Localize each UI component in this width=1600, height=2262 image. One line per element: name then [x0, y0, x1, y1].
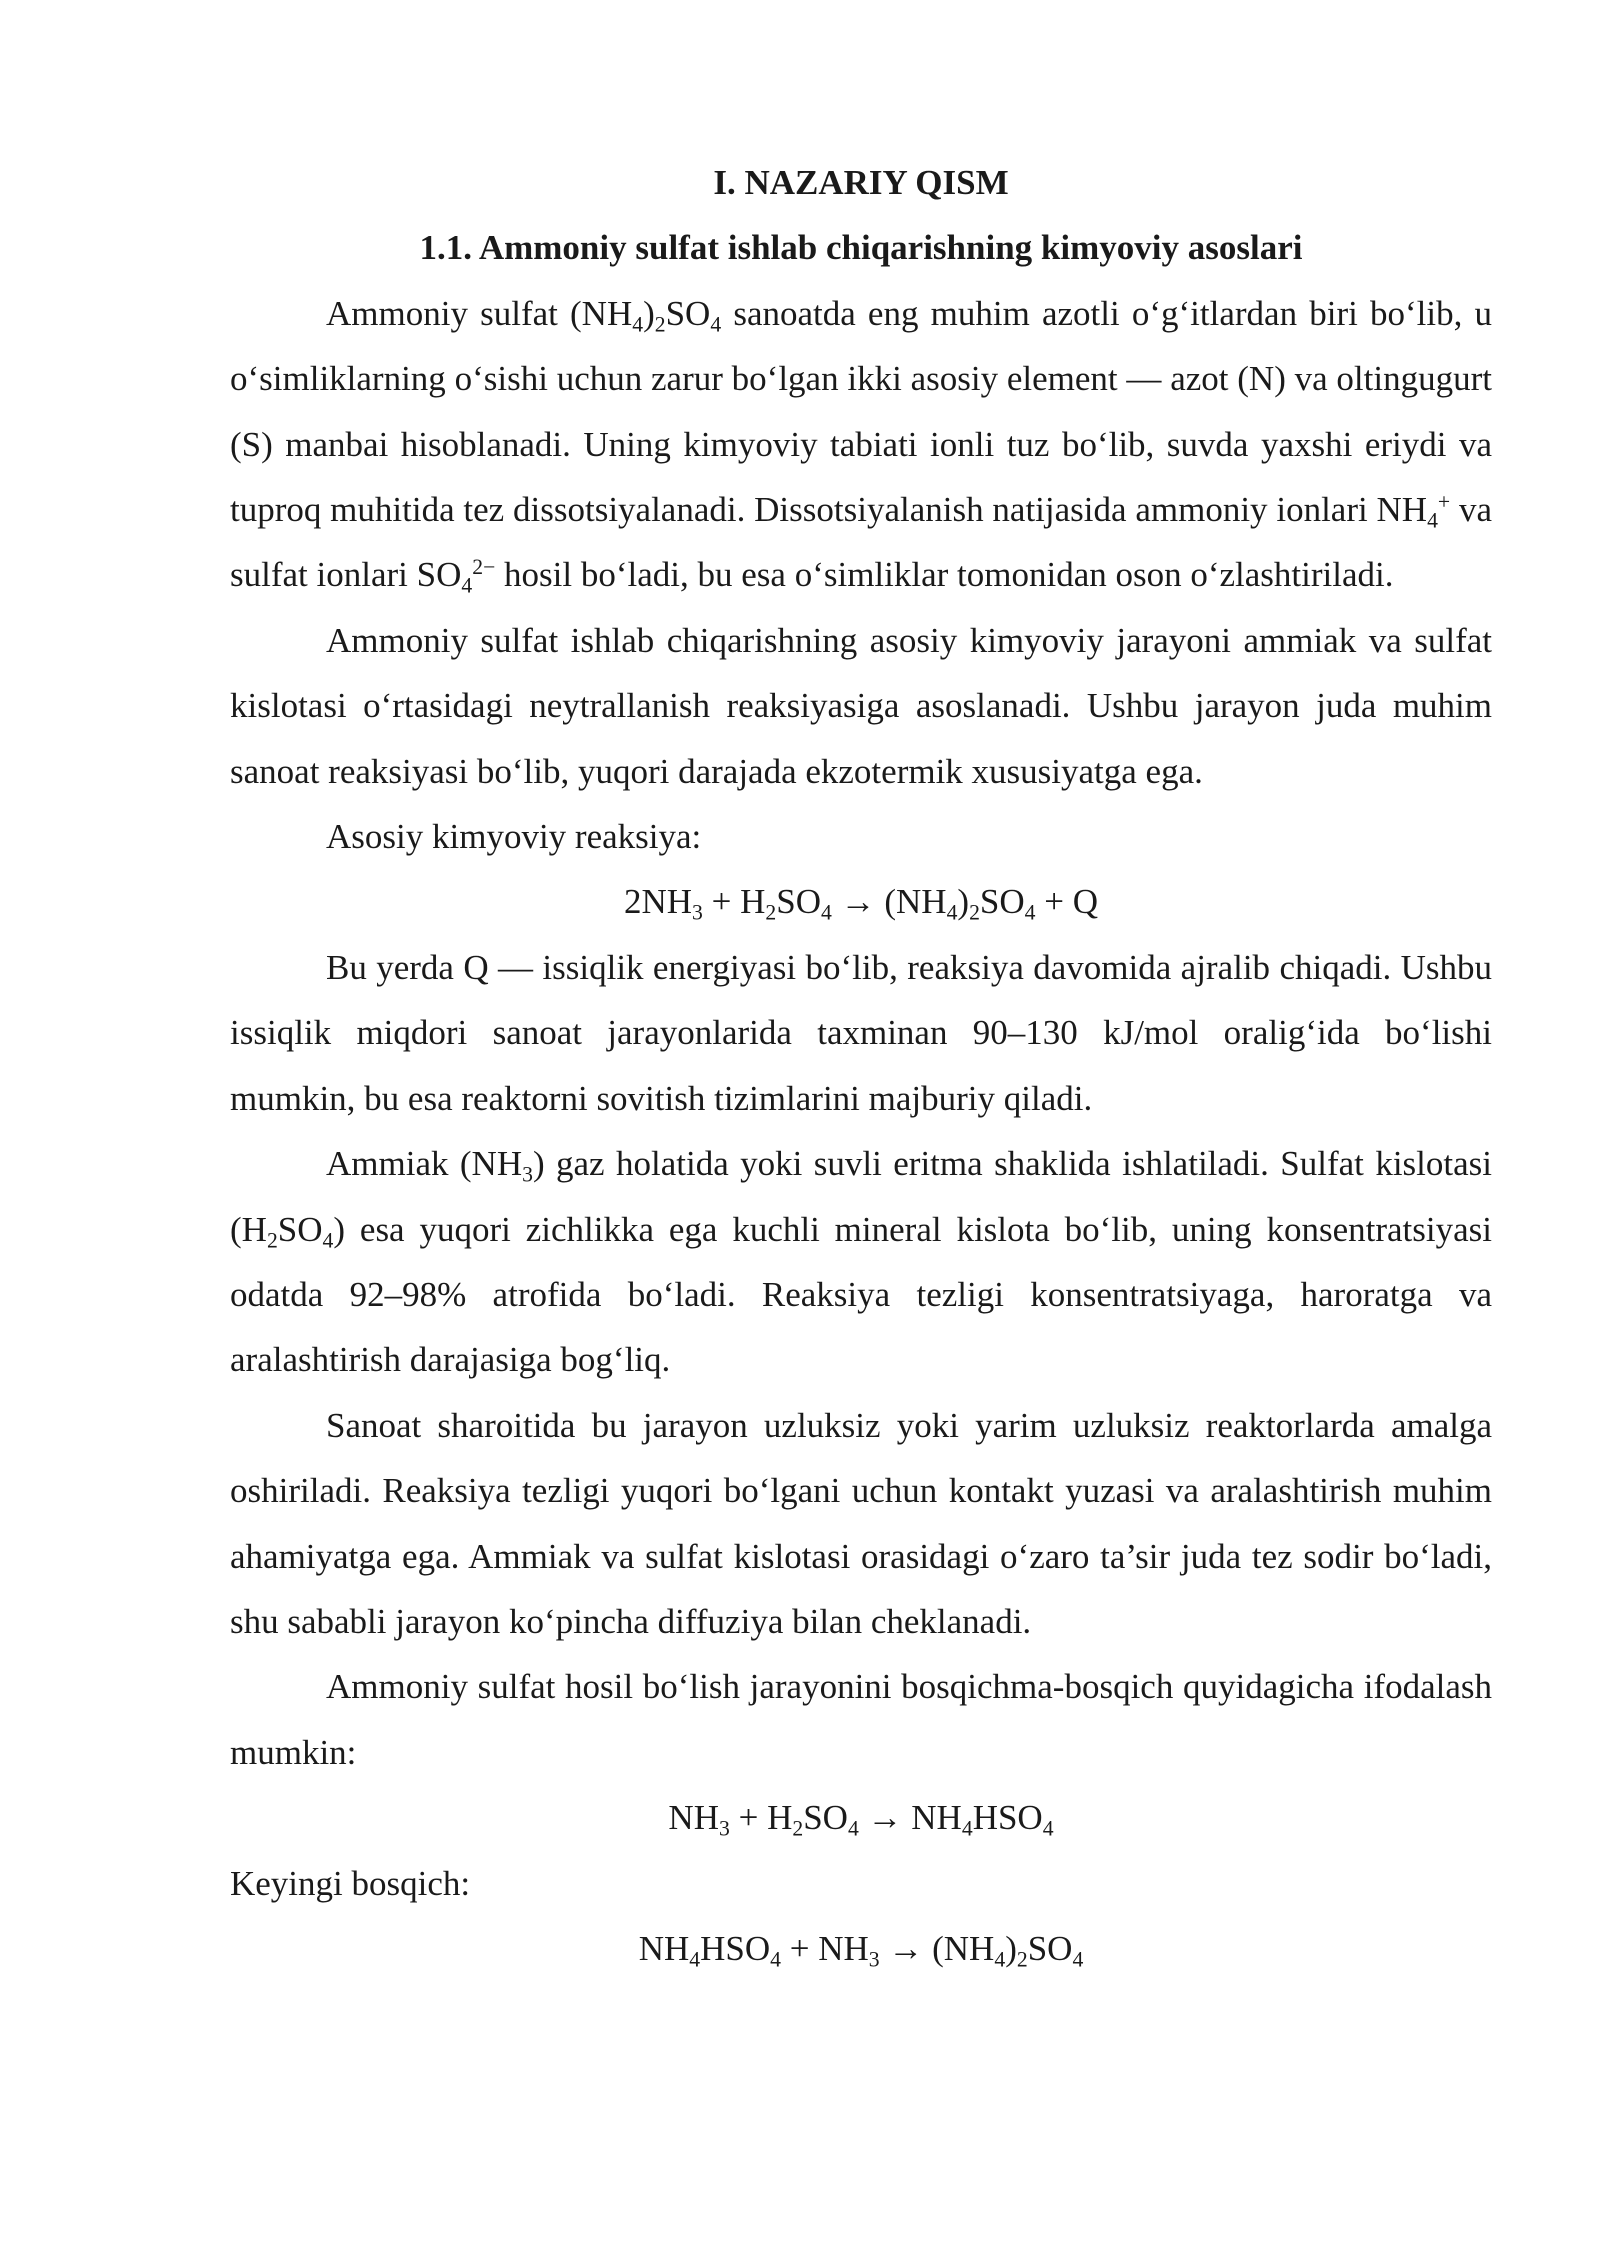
eq-term: + NH [780, 1928, 869, 1968]
subscript: 3 [692, 900, 703, 925]
paragraph-intro [230, 281, 1492, 608]
text-run: SO [277, 1209, 323, 1249]
text-run: ) esa yuqori zichlikka ega kuchli mineral kislota bo‘lib, uning konsentratsiyasi odatda 92–98% atrofida bo‘ladi. Reaksiya tezligi konsentratsiyaga, haroratga va aralashtirish darajasiga bog‘liq. [230, 1209, 1492, 1380]
eq-term: HSO [972, 1798, 1043, 1838]
subscript: 4 [847, 1816, 859, 1841]
subscript: 2 [765, 900, 777, 925]
eq-term: NH [638, 1928, 690, 1968]
subsection-title: 1.1. Ammoniy sulfat ishlab chiqarishning kimyoviy asoslari [419, 228, 1303, 268]
text-run: Ammiak (NH [326, 1144, 523, 1184]
eq-term: SO [1027, 1928, 1073, 1968]
paragraph-stepwise: Ammoniy sulfat hosil bo‘lish jarayonini bosqichma-bosqich quyidagicha ifodalash mumkin: [230, 1667, 1492, 1772]
reaction-arrow: → [831, 882, 885, 922]
reaction-arrow: → [879, 1928, 933, 1968]
subscript: 4 [821, 900, 832, 925]
eq-term: + H [729, 1798, 793, 1838]
equation-main-reaction [230, 869, 1492, 934]
paragraph-reagents [230, 1131, 1492, 1393]
eq-term: (NH [884, 882, 947, 922]
eq-term: NH [911, 1798, 962, 1838]
subscript: 4 [1072, 1947, 1084, 1972]
subscript: 4 [994, 1947, 1006, 1972]
subscript: 3 [718, 1816, 730, 1841]
subscript: 2 [654, 312, 666, 337]
subscript: 3 [868, 1947, 880, 1972]
subscript: 4 [770, 1947, 781, 1972]
subscript: 4 [689, 1947, 701, 1972]
subscript: 2 [1016, 1947, 1028, 1972]
text-run: SO [665, 293, 711, 333]
subscript: 4 [632, 312, 644, 337]
subscript: 4 [946, 900, 958, 925]
paragraph-next-step-label: Keyingi bosqich: [230, 1863, 471, 1903]
subscript: 2 [969, 900, 980, 925]
superscript: 2− [472, 555, 496, 580]
paragraph-process: Ammoniy sulfat ishlab chiqarishning asosiy kimyoviy jarayoni ammiak va sulfat kislotasi o‘rtasidagi neytrallanish reaksiyasiga asoslanadi. Ushbu jarayon juda muhim sanoat reaksiyasi bo‘lib, yuqori darajada ekzotermik xususiyatga ega. [230, 620, 1492, 791]
eq-term: HSO [700, 1928, 771, 1968]
equation-step-2 [230, 1916, 1492, 1981]
eq-term: SO [979, 882, 1025, 922]
eq-term: ) [1005, 1928, 1017, 1968]
eq-term: (NH [932, 1928, 995, 1968]
paragraph-industrial-conditions: Sanoat sharoitida bu jarayon uzluksiz yoki yarim uzluksiz reaktorlarda amalga oshiriladi. Reaksiya tezligi yuqori bo‘lgani uchun kontakt yuzasi va aralashtirish muhim ahamiyatga ega. Ammiak va sulfat kislotasi orasidagi o‘zaro ta’sir juda tez sodir bo‘ladi, shu sababli jarayon ko‘pincha diffuziya bilan cheklanadi. [230, 1405, 1492, 1641]
subscript: 4 [961, 1816, 973, 1841]
subscript: 4 [1042, 1816, 1054, 1841]
section-title: I. NAZARIY QISM [713, 163, 1009, 202]
eq-term: + Q [1035, 882, 1099, 922]
reaction-arrow: → [858, 1798, 912, 1838]
eq-term: SO [803, 1798, 848, 1838]
superscript: + [1437, 490, 1451, 515]
equation-step-1 [230, 1785, 1492, 1850]
eq-term: ) [957, 882, 970, 922]
eq-term: SO [776, 882, 821, 922]
subscript: 4 [1427, 508, 1438, 533]
text-run: hosil bo‘ladi, bu esa o‘simliklar tomonidan oson o‘zlashtiriladi. [495, 555, 1394, 595]
document-page [230, 150, 1492, 1981]
text-run: sanoatda eng muhim azotli o‘g‘itlardan biri bo‘lib, u o‘simliklarning o‘sishi uchun zarur bo‘lgan ikki asosiy element — azot (N) va oltingugurt (S) manbai hisoblanadi. Uning kimyoviy tabiati ionli tuz bo‘lib, suvda yaxshi eriydi va tuproq muhitida tez dissotsiyalanadi. Dissotsiyalanish natijasida ammoniy ionlari NH [230, 293, 1492, 530]
paragraph-main-reaction-label: Asosiy kimyoviy reaksiya: [326, 817, 702, 857]
subscript: 2 [266, 1228, 278, 1252]
subscript: 3 [522, 1162, 533, 1187]
eq-term: NH [668, 1798, 719, 1838]
text-run: va sulfat ionlari SO [230, 490, 1492, 595]
eq-term: + H [702, 882, 766, 922]
eq-term: 2NH [623, 882, 693, 922]
text-run: ) gaz holatida yoki suvli eritma shaklida ishlatiladi. Sulfat kislotasi (H [230, 1144, 1492, 1249]
paragraph-heat: Bu yerda Q — issiqlik energiyasi bo‘lib, reaksiya davomida ajralib chiqadi. Ushbu issiqlik miqdori sanoat jarayonlarida taxminan 90–130 kJ/mol oralig‘ida bo‘lishi mumkin, bu esa reaktorni sovitish tizimlarini majburiy qiladi. [230, 947, 1492, 1118]
text-run: Ammoniy sulfat (NH [326, 293, 633, 333]
subscript: 4 [322, 1228, 334, 1252]
text-run: ) [643, 293, 655, 333]
subscript: 4 [1024, 900, 1036, 925]
subscript: 4 [710, 312, 722, 337]
subscript: 4 [461, 573, 473, 598]
subscript: 2 [792, 1816, 804, 1841]
